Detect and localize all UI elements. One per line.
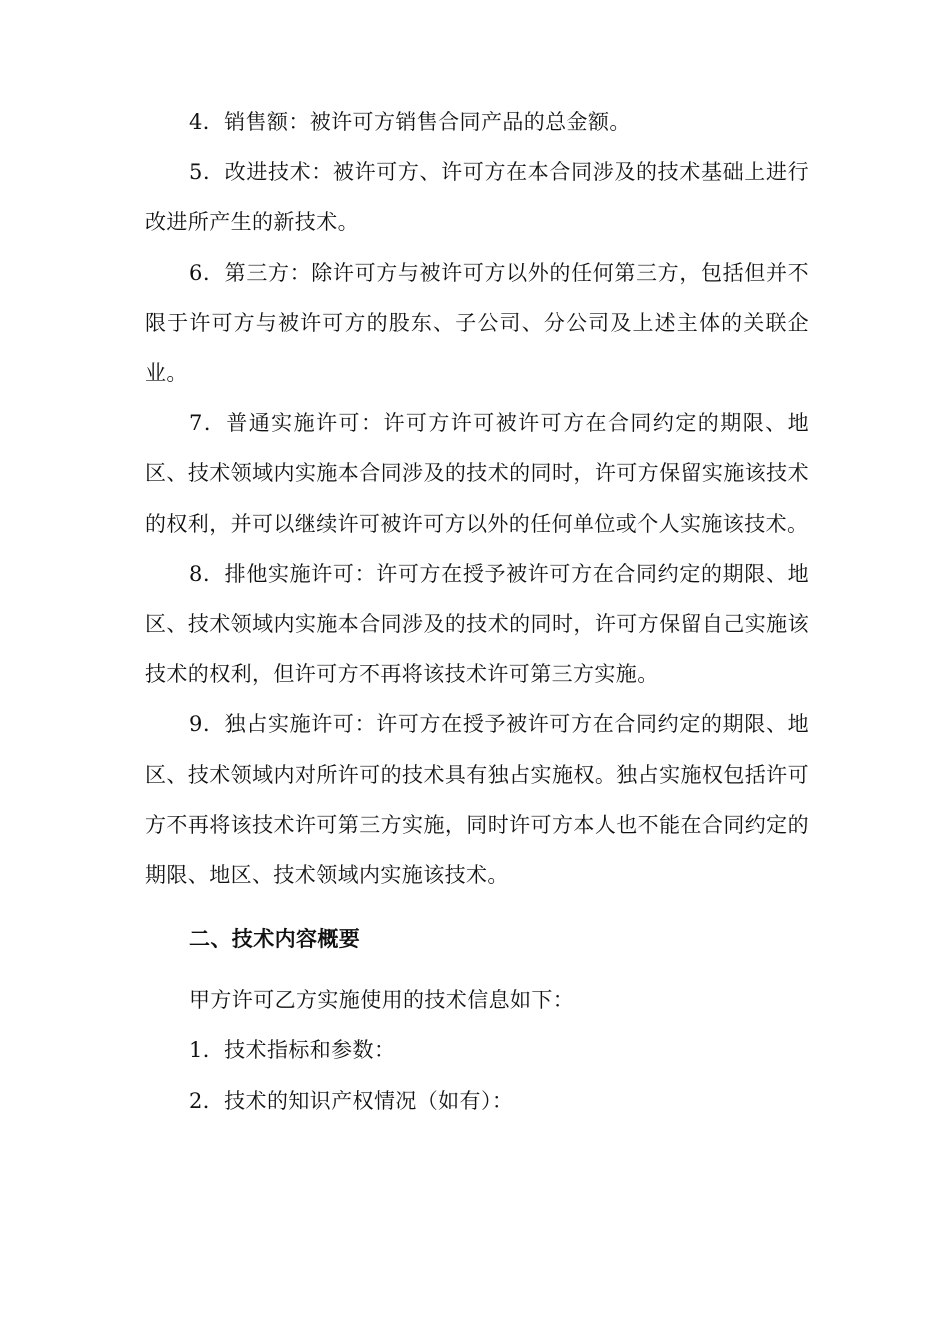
definition-ordinary-license: 7．普通实施许可：许可方许可被许可方在合同约定的期限、地区、技术领域内实施本合同涉及的技术的同时，许可方保留实施该技术的权利，并可以继续许可被许可方以外的任何单位或个人实施该技术。 — [145, 411, 809, 536]
technology-info-intro: 甲方许可乙方实施使用的技术信息如下： — [189, 988, 575, 1013]
ip-status-item: 2．技术的知识产权情况（如有）： — [189, 1088, 514, 1113]
definition-exclusive-license: 8．排他实施许可：许可方在授予被许可方在合同约定的期限、地区、技术领域内实施本合同涉及的技术的同时，许可方保留自己实施该技术的权利，但许可方不再将该技术许可第三方实施。 — [145, 561, 809, 687]
technology-indicators-item: 1．技术指标和参数： — [189, 1038, 396, 1063]
document-body — [145, 97, 809, 1126]
definition-third-party: 6．第三方：除许可方与被许可方以外的任何第三方，包括但并不限于许可方与被许可方的股东、子公司、分公司及上述主体的关联企业。 — [145, 260, 809, 386]
section-heading: 二、技术内容概要 — [189, 926, 361, 952]
definition-sales-amount: 4．销售额：被许可方销售合同产品的总金额。 — [189, 110, 631, 134]
definition-sole-license: 9．独占实施许可：许可方在授予被许可方在合同约定的期限、地区、技术领域内对所许可的技术具有独占实施权。独占实施权包括许可方不再将该技术许可第三方实施，同时许可方本人也不能在合同约定的期限、地区、技术领域内实施该技术。 — [145, 712, 809, 888]
definition-improved-technology: 5．改进技术：被许可方、许可方在本合同涉及的技术基础上进行改进所产生的新技术。 — [145, 160, 809, 235]
